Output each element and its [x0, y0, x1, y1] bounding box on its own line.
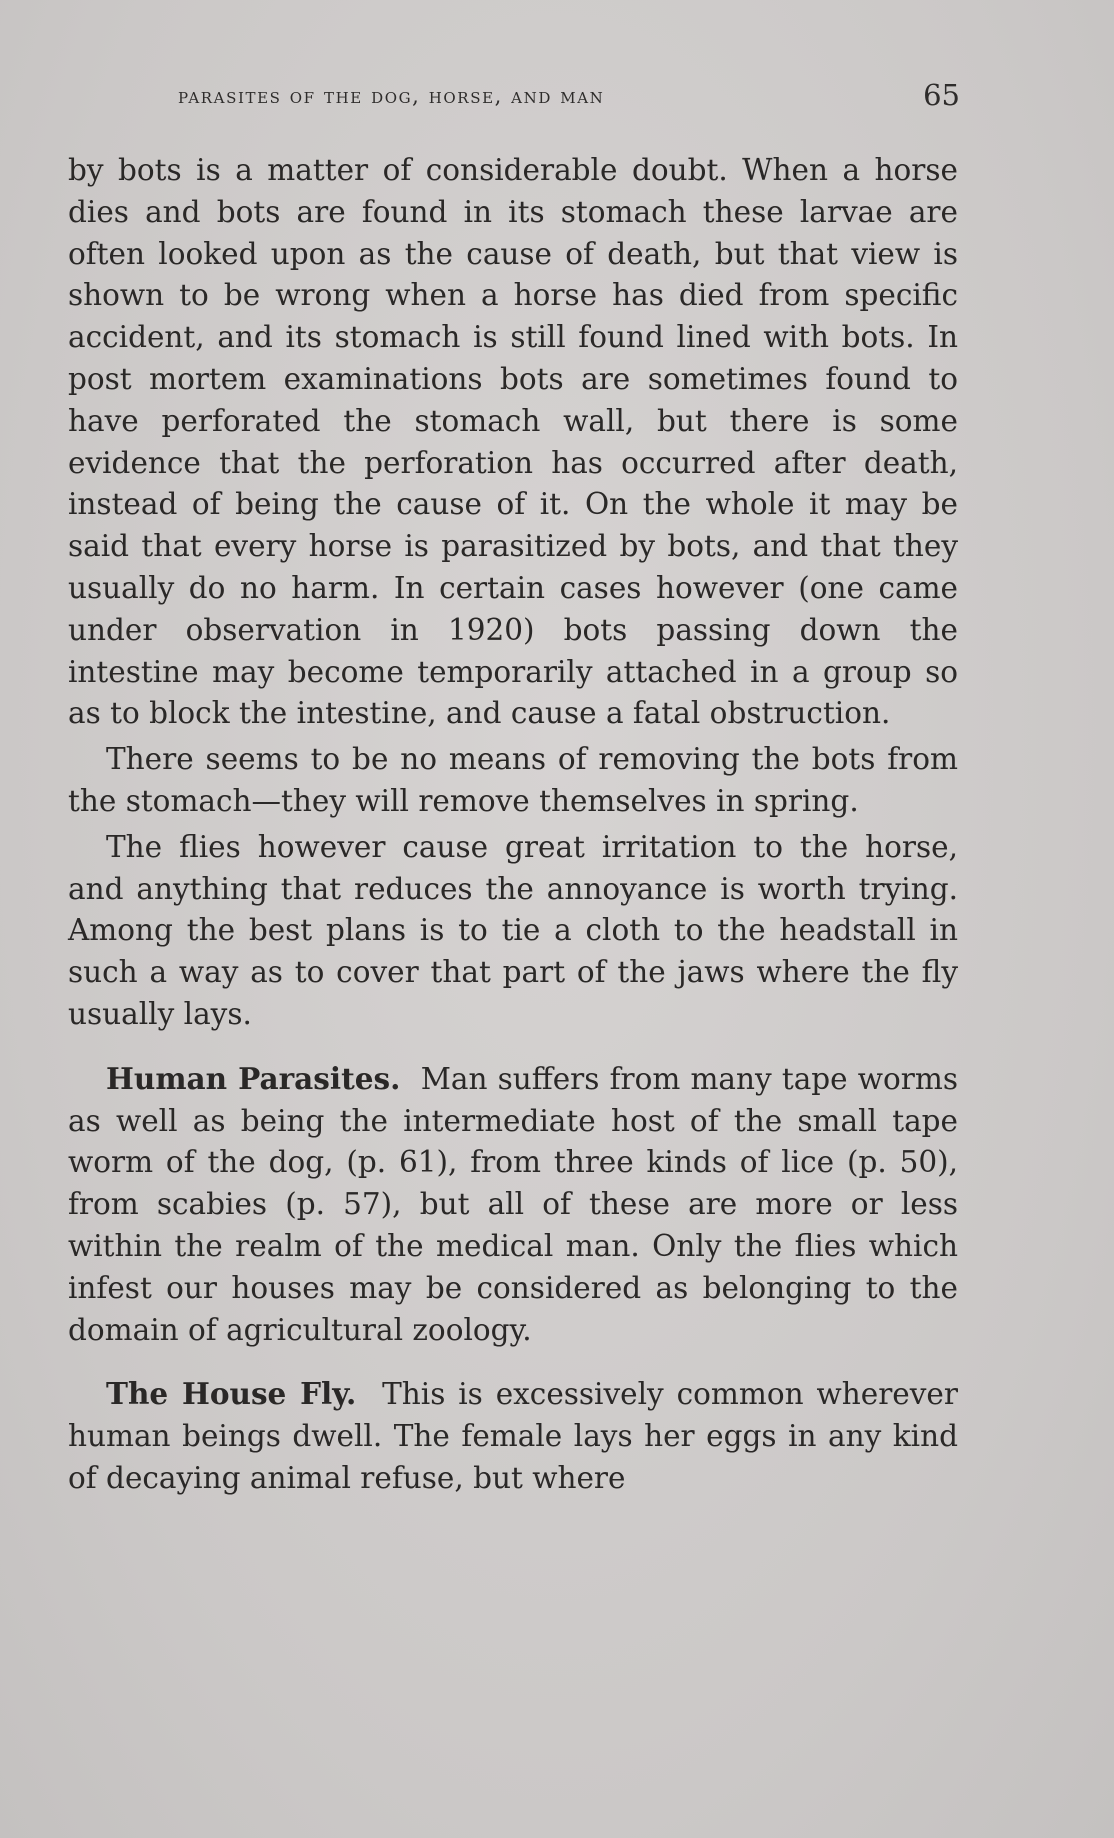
section-heading-house-fly: The House Fly.	[106, 1376, 357, 1412]
paragraph-removing-bots	[68, 739, 958, 823]
running-title: parasites of the dog, horse, and man	[178, 84, 605, 108]
paragraph-flies-irritation	[68, 827, 958, 1036]
running-head	[70, 78, 960, 114]
paragraph-human-parasites	[68, 1058, 958, 1352]
paragraph-text: by bots is a matter of considerable doubt. When a horse dies and bots are found in its stomach these larvae are often looked upon as the cause of death, but that view is shown to be wrong when a horse has died from specific accident, and its stomach is still found lined with bots. In post mortem examinations bots are sometimes found to have perforated the stomach wall, but there is some evidence that the perforation has occurred after death, instead of being the cause of it. On the whole it may be said that every horse is parasitized by bots, and that they usually do no harm. In certain cases however (one came under observation in 1920) bots passing down the intestine may become temporarily attached in a group so as to block the intestine, and cause a fatal obstruction.	[68, 153, 958, 731]
paragraph-bots-continued	[68, 150, 958, 735]
body-text	[68, 150, 958, 1500]
section-heading-human-parasites: Human Parasites.	[106, 1060, 401, 1096]
paragraph-text: There seems to be no means of removing the bots from the stomach—they will remove themselves in spring.	[68, 742, 958, 818]
paragraph-text: This is excessively common wherever human beings dwell. The female lays her eggs in any kind of decaying animal refuse, but where	[68, 1377, 958, 1495]
page-number: 65	[923, 78, 960, 112]
paragraph-text: The flies however cause great irritation to the horse, and anything that reduces the annoyance is worth trying. Among the best plans is to tie a cloth to the headstall in such a way as to cover that part of the jaws where the fly usually lays.	[68, 829, 958, 1031]
paragraph-text: Man suffers from many tape worms as well as being the intermediate host of the small tape worm of the dog, (p. 61), from three kinds of lice (p. 50), from scabies (p. 57), but all of these are more or less within the realm of the medical man. Only the flies which infest our houses may be considered as belonging to the domain of agricultural zoology.	[68, 1061, 958, 1347]
paragraph-house-fly	[68, 1373, 958, 1499]
